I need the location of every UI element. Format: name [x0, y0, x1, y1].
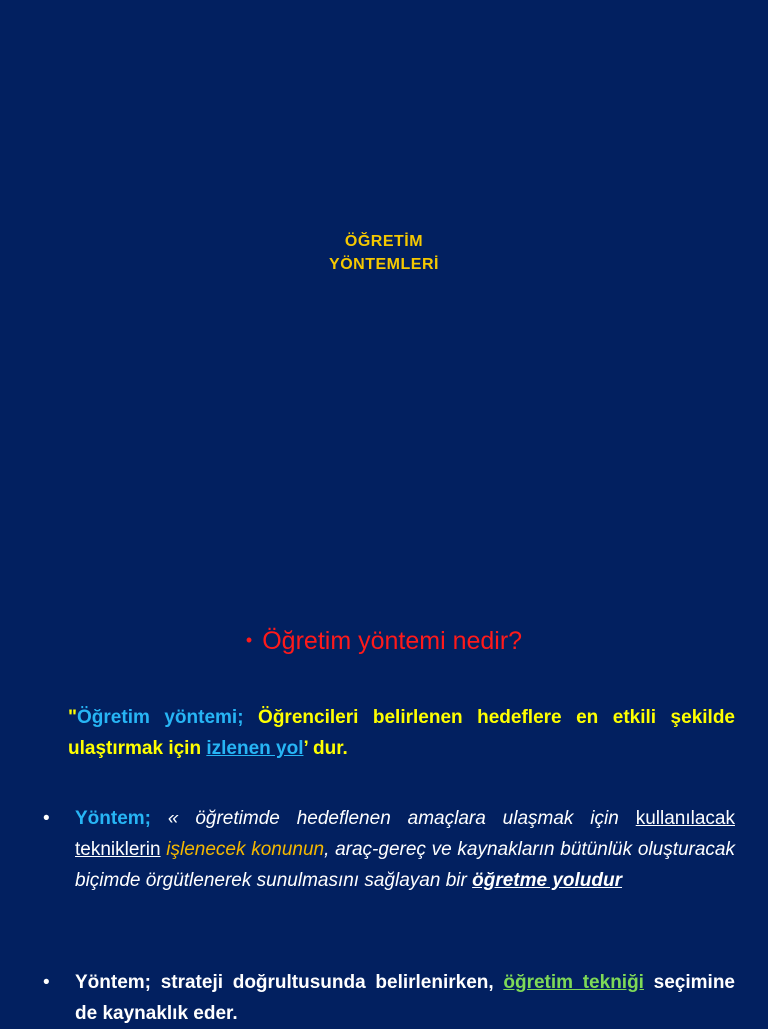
- slide-title: [0, 230, 768, 276]
- method-term: Yöntem;: [75, 808, 151, 829]
- strategy-text-a: Yöntem; strateji doğrultusunda belirlenirken,: [75, 972, 504, 993]
- teaching-technique-link[interactable]: öğretim tekniği: [503, 972, 644, 993]
- definition-term: Öğretim yöntemi;: [77, 707, 244, 728]
- definition-text-a: Öğrencileri belirlenen hedeflere en etkili şekilde ulaştırmak için: [68, 707, 735, 759]
- slide-title-line-2: YÖNTEMLERİ: [329, 256, 439, 273]
- techniques-underlined: kullanılacak tekniklerin: [75, 808, 735, 860]
- izlenen-yol-link[interactable]: izlenen yol: [206, 738, 304, 759]
- topic-highlight: işlenecek konunun: [166, 839, 325, 860]
- question-text: Öğretim yöntemi nedir?: [262, 627, 523, 655]
- strategy-text-b: seçimine de kaynaklık eder.: [75, 972, 735, 1024]
- method-text-b: , araç-gereç ve kaynakların bütünlük oluşturacak biçimde örgütlenerek sunulmasını sağlayan bir: [75, 839, 735, 891]
- method-text-a: « öğretimde hedeflenen amaçlara ulaşmak için: [151, 808, 636, 829]
- bullet-icon: •: [43, 808, 50, 829]
- bullet-icon: •: [43, 972, 50, 993]
- quote-mark: ": [68, 707, 78, 728]
- definition-paragraph: [68, 702, 735, 764]
- strategy-paragraph: [43, 967, 735, 1029]
- bullet-icon: •: [245, 630, 253, 650]
- slide-title-line-1: ÖĞRETİM: [344, 233, 424, 250]
- definition-text-b: ’ dur.: [303, 738, 348, 759]
- teaching-path-emphasis: öğretme yoludur: [472, 870, 623, 891]
- question-heading: [0, 622, 768, 659]
- method-paragraph: [43, 803, 735, 896]
